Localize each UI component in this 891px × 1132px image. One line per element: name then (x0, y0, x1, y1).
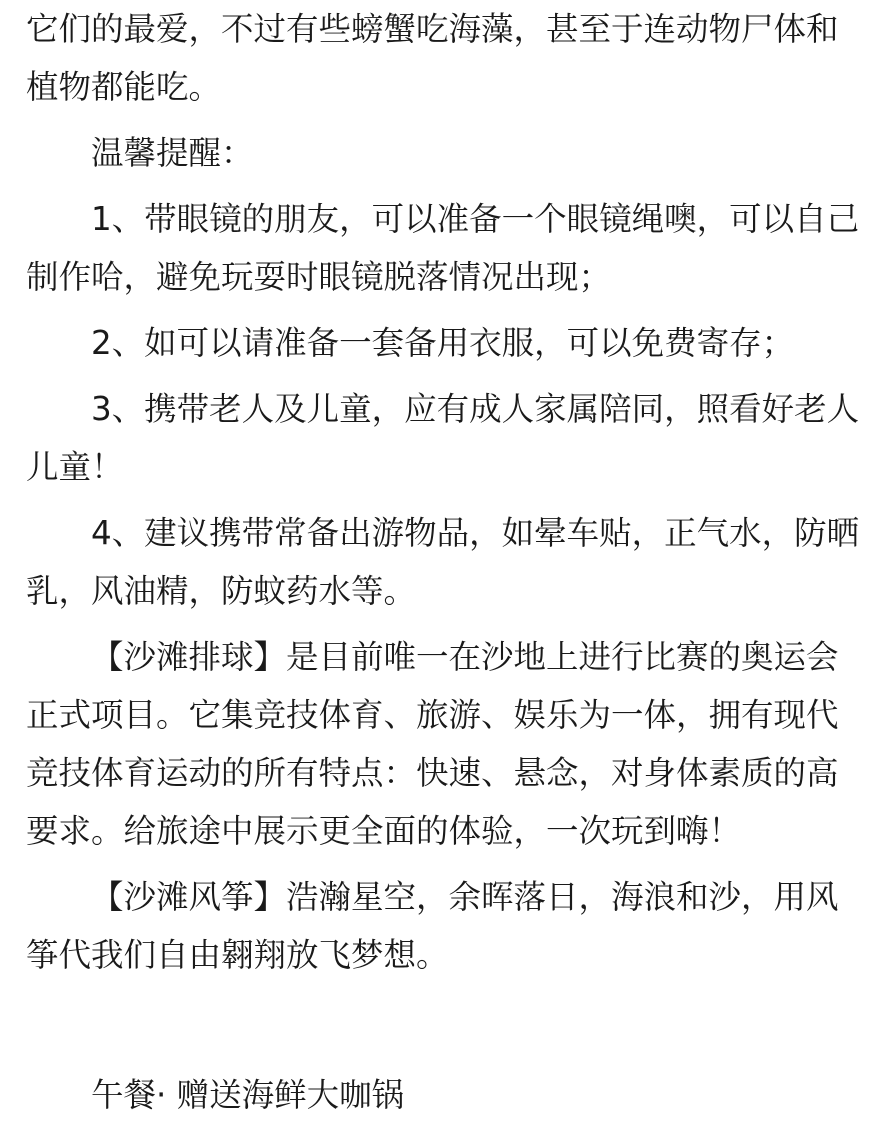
tips-heading: 温馨提醒： (91, 134, 254, 172)
paragraph-crab-diet: 它们的最爱，不过有些螃蟹吃海藻，甚至于连动物尸体和植物都能吃。 (26, 10, 839, 106)
paragraph-beach-kite: 【沙滩风筝】浩瀚星空，余晖落日，海浪和沙，用风筝代我们自由翱翔放飞梦想。 (26, 878, 839, 974)
article-body (26, 0, 866, 1132)
tip-item-elderly-children: 3、携带老人及儿童，应有成人家属陪同，照看好老人儿童！ (26, 390, 860, 486)
lunch-heading: 午餐· 赠送海鲜大咖锅 (91, 1076, 405, 1114)
tip-item-travel-supplies: 4、建议携带常备出游物品，如晕车贴，正气水，防晒乳，风油精，防蚊药水等。 (26, 514, 860, 610)
blank-line (26, 992, 866, 1050)
paragraph-beach-volleyball: 【沙滩排球】是目前唯一在沙地上进行比赛的奥运会正式项目。它集竞技体育、旅游、娱乐为一体，拥有现代竞技体育运动的所有特点：快速、悬念，对身体素质的高要求。给旅途中展示更全面的体验，一次玩到嗨！ (26, 638, 839, 850)
tip-item-spare-clothes: 2、如可以请准备一套备用衣服，可以免费寄存； (91, 324, 795, 362)
tip-item-glasses: 1、带眼镜的朋友，可以准备一个眼镜绳噢，可以自己制作哈，避免玩耍时眼镜脱落情况出现； (26, 200, 860, 296)
